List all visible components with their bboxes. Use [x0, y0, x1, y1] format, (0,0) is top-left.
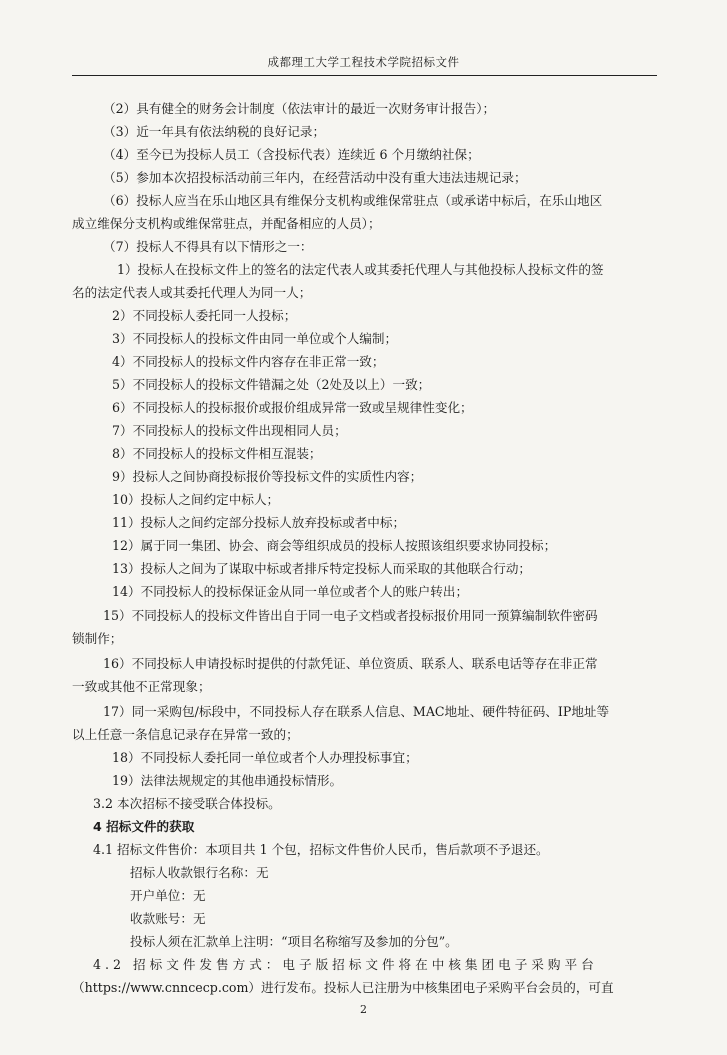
- text-line: 3）不同投标人的投标文件由同一单位或个人编制；: [112, 331, 398, 346]
- text-line: 成立维保分支机构或维保常驻点，并配备相应的人员）；: [72, 216, 381, 231]
- text-line: （2）具有健全的财务会计制度（依法审计的最近一次财务审计报告）；: [103, 101, 496, 116]
- text-line: （4）至今已为投标人员工（含投标代表）连续近 6 个月缴纳社保；: [103, 147, 480, 162]
- text-line: 名的法定代表人或其委托代理人为同一人；: [72, 285, 312, 300]
- text-line: 4.1 招标文件售价：本项目共 1 个包，招标文件售价人民币，售后款项不予退还。: [93, 842, 549, 857]
- text-line: 5）不同投标人的投标文件错漏之处（2处及以上）一致；: [112, 377, 431, 392]
- text-line: （3）近一年具有依法纳税的良好记录；: [103, 124, 326, 139]
- text-line: 10）投标人之间约定中标人；: [112, 492, 280, 507]
- text-line: 2）不同投标人委托同一人投标；: [112, 308, 297, 323]
- text-line: （https://www.cnncecp.com）进行发布。投标人已注册为中核集团电子采购平台会员的，可直: [72, 980, 614, 995]
- text-line: （7）投标人不得具有以下情形之一：: [103, 239, 313, 254]
- text-line: 19）法律法规规定的其他串通投标情形。: [112, 773, 343, 788]
- header-rule: [72, 75, 657, 76]
- text-line: 4.2 招标文件发售方式：电子版招标文件将在中核集团电子采购平台: [93, 957, 598, 972]
- text-line: 14）不同投标人的投标保证金从同一单位或者个人的账户转出；: [112, 584, 469, 599]
- text-line: 6）不同投标人的投标报价或报价组成异常一致或呈规律性变化；: [112, 400, 473, 415]
- text-line: 15）不同投标人的投标文件皆出自于同一电子文档或者投标报价用同一预算编制软件密码: [103, 608, 598, 623]
- text-line: （6）投标人应当在乐山地区具有维保分支机构或维保常驻点（或承诺中标后，在乐山地区: [103, 193, 603, 208]
- text-line: 8）不同投标人的投标文件相互混装；: [112, 446, 322, 461]
- text-line: 一致或其他不正常现象；: [72, 679, 211, 694]
- text-line: （5）参加本次招投标活动前三年内，在经营活动中没有重大违法违规记录；: [103, 170, 527, 185]
- text-line: 1）投标人在投标文件上的签名的法定代表人或其委托代理人与其他投标人投标文件的签: [117, 262, 604, 277]
- text-line: 锁制作；: [72, 631, 123, 646]
- text-line: 以上任意一条信息记录存在异常一致的；: [72, 727, 299, 742]
- text-line: 收款账号：无: [130, 911, 206, 926]
- text-line: 17）同一采购包/标段中，不同投标人存在联系人信息、MAC地址、硬件特征码、IP地址等: [103, 704, 610, 719]
- text-line: 投标人须在汇款单上注明：“项目名称缩写及参加的分包”。: [130, 934, 458, 949]
- text-line: 16）不同投标人申请投标时提供的付款凭证、单位资质、联系人、联系电话等存在非正常: [103, 656, 598, 671]
- text-line: 12）属于同一集团、协会、商会等组织成员的投标人按照该组织要求协同投标；: [112, 538, 557, 553]
- section-heading: 4 招标文件的获取: [93, 819, 195, 834]
- page-header: 成都理工大学工程技术学院招标文件: [267, 55, 460, 69]
- text-line: 9）投标人之间协商投标报价等投标文件的实质性内容；: [112, 469, 423, 484]
- text-line: 开户单位：无: [130, 888, 206, 903]
- text-line: 3.2 本次招标不接受联合体投标。: [93, 796, 281, 811]
- text-line: 18）不同投标人委托同一单位或者个人办理投标事宜；: [112, 750, 418, 765]
- text-line: 7）不同投标人的投标文件出现相同人员；: [112, 423, 347, 438]
- text-line: 招标人收款银行名称：无: [130, 865, 269, 880]
- page-number: 2: [360, 1003, 367, 1016]
- text-line: 11）投标人之间约定部分投标人放弃投标或者中标；: [112, 515, 406, 530]
- text-line: 4）不同投标人的投标文件内容存在非正常一致；: [112, 354, 385, 369]
- text-line: 13）投标人之间为了谋取中标或者排斥特定投标人而采取的其他联合行动；: [112, 561, 532, 576]
